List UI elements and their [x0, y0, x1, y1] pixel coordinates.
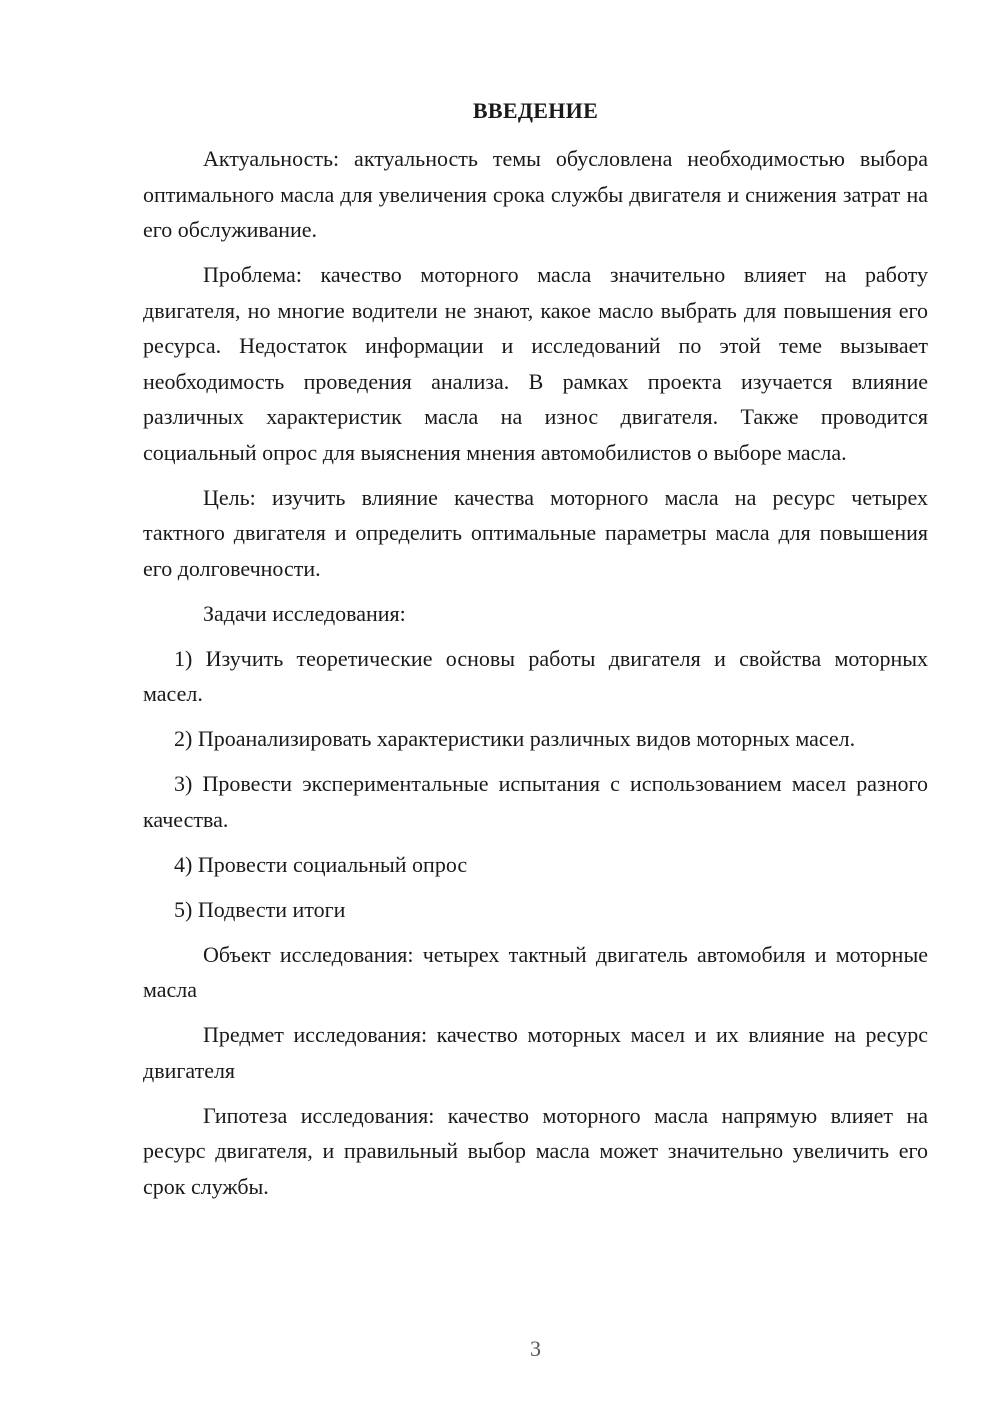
hypothesis-paragraph: Гипотеза исследования: качество моторного масла напрямую влияет на ресурс двигателя, и правильный выбор масла может значительно увеличить его срок службы. — [143, 1102, 928, 1199]
document-body — [143, 141, 928, 1214]
task-item-4: 4) Провести социальный опрос — [174, 851, 468, 877]
task-item-2: 2) Проанализировать характеристики различных видов моторных масел. — [174, 726, 856, 751]
relevance-paragraph: Актуальность: актуальность темы обусловлена необходимостью выбора оптимального масла для увеличения срока службы двигателя и снижения затрат на его обслуживание. — [143, 146, 928, 242]
page-number: 3 — [530, 1336, 541, 1361]
tasks-title: Задачи исследования: — [203, 600, 406, 626]
task-item-3: 3) Провести экспериментальные испытания с использованием масел разного качества. — [143, 771, 928, 832]
document-page — [143, 0, 928, 1414]
section-heading: ВВЕДЕНИЕ — [472, 98, 599, 123]
task-item-5: 5) Подвести итоги — [174, 896, 346, 922]
problem-paragraph: Проблема: качество моторного масла значительно влияет на работу двигателя, но многие водители не знают, какое масло выбрать для повышения его ресурса. Недостаток информации и исследований по этой теме вызывает необходимость проведения анализа. В рамках проекта изучается влияние различных характеристик масла на износ двигателя. Также проводится социальный опрос для выяснения мнения автомобилистов о выборе масла. — [143, 262, 928, 465]
task-item-1: 1) Изучить теоретические основы работы двигателя и свойства моторных масел. — [143, 645, 928, 706]
object-paragraph: Объект исследования: четырех тактный двигатель автомобиля и моторные масла — [143, 941, 928, 1002]
subject-paragraph: Предмет исследования: качество моторных масел и их влияние на ресурс двигателя — [143, 1022, 928, 1083]
goal-paragraph: Цель: изучить влияние качества моторного масла на ресурс четырех тактного двигателя и определить оптимальные параметры масла для повышения его долговечности. — [143, 484, 928, 581]
